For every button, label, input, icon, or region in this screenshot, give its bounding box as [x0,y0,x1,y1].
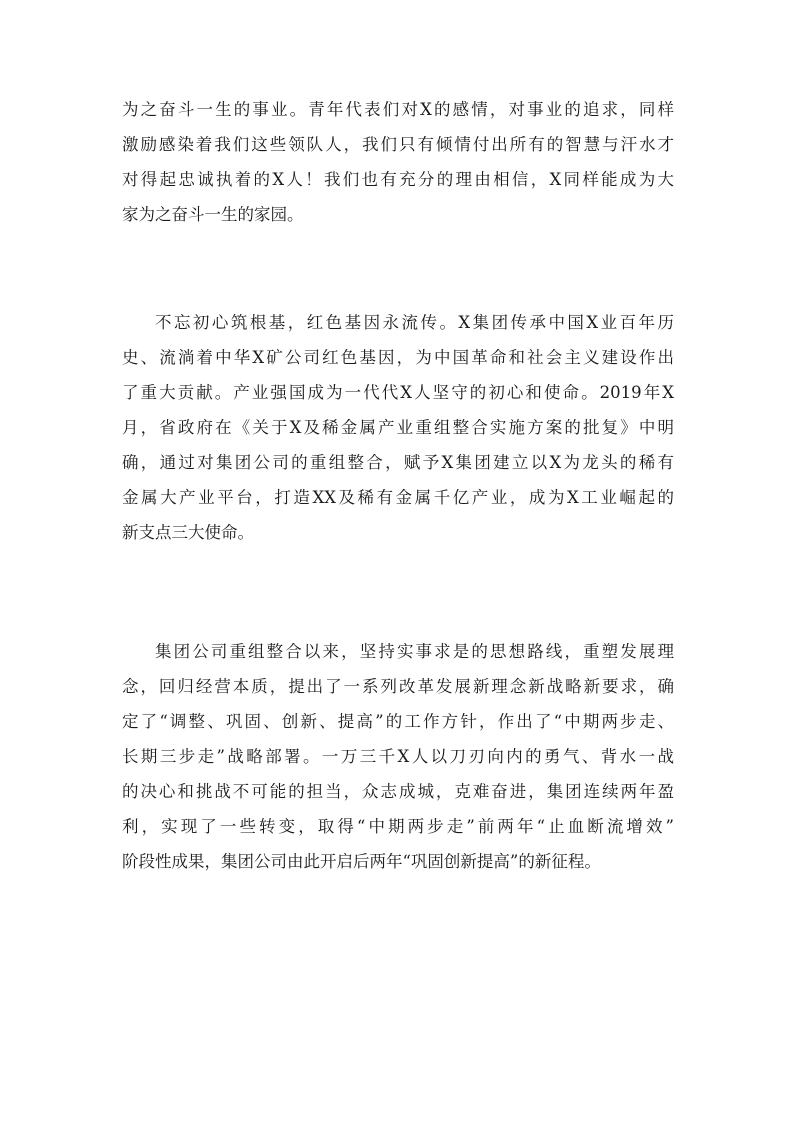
text-line: 利，实现了一些转变，取得“中期两步走”前两年“止血断流增效” [122,817,674,836]
text-line: 阶段性成果，集团公司由此开启后两年“巩固创新提高”的新征程。 [122,852,601,871]
text-line: 月，省政府在《关于X及稀金属产业重组整合实施方案的批复》中明 [122,418,674,437]
text-line: 确，通过对集团公司的重组整合，赋予X集团建立以X为龙头的稀有 [122,453,674,472]
text-line: 家为之奋斗一生的家园。 [122,205,304,224]
text-line: 对得起忠诚执着的X人！我们也有充分的理由相信，X同样能成为大 [122,170,674,189]
text-line: 为之奋斗一生的事业。青年代表们对X的感情，对事业的追求，同样 [122,100,674,119]
text-line: 的决心和挑战不可能的担当，众志成城，克难奋进，集团连续两年盈 [122,782,674,801]
paragraph-3 [122,634,674,879]
text-line: 史、流淌着中华X矿公司红色基因，为中国革命和社会主义建设作出 [122,348,674,367]
text-line: 定了“调整、巩固、创新、提高”的工作方针，作出了“中期两步走、 [122,712,674,731]
text-line: 激励感染着我们这些领队人，我们只有倾情付出所有的智慧与汗水才 [122,135,674,154]
paragraph-1 [122,92,674,232]
text-line: 念，回归经营本质，提出了一系列改革发展新理念新战略新要求，确 [122,677,674,696]
text-line: 了重大贡献。产业强国成为一代代X人坚守的初心和使命。2019年X [122,383,674,402]
text-line: 不忘初心筑根基，红色基因永流传。X集团传承中国X业百年历 [155,313,674,332]
text-line: 金属大产业平台，打造XX及稀有金属千亿产业，成为X工业崛起的 [122,488,674,507]
text-line: 集团公司重组整合以来，坚持实事求是的思想路线，重塑发展理 [155,642,674,661]
paragraph-2 [122,305,674,550]
text-line: 新支点三大使命。 [122,523,254,542]
text-line: 长期三步走”战略部署。一万三千X人以刀刃向内的勇气、背水一战 [122,747,674,766]
